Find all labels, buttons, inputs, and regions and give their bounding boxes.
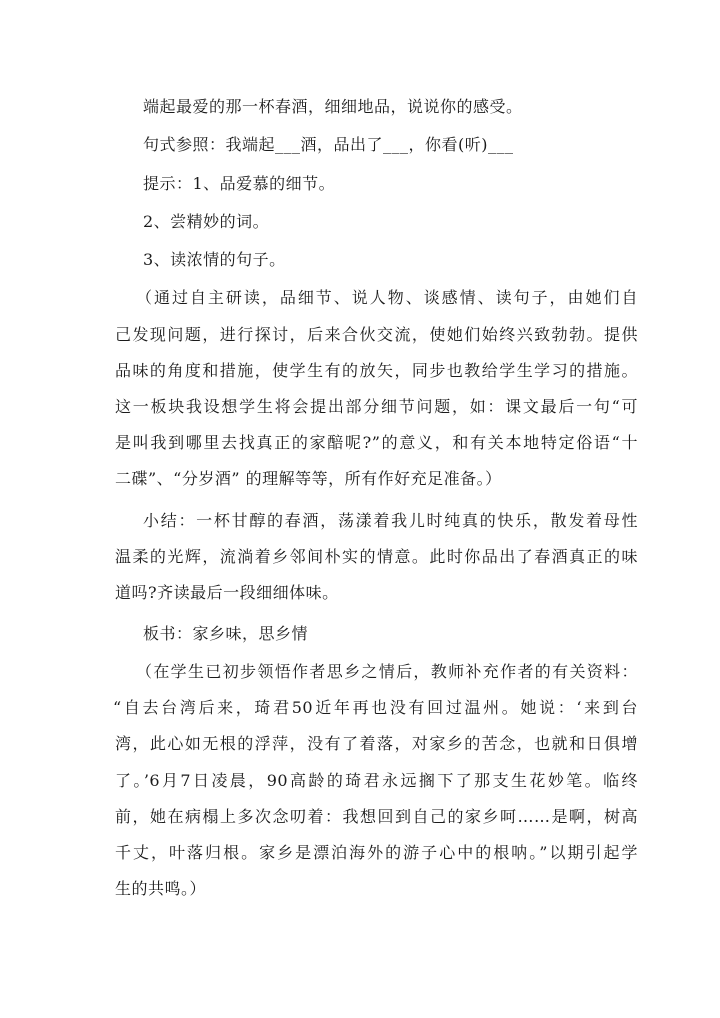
- line-19: 了。’6月7日凌晨，90高龄的琦君永远搁下了那支生花妙笔。临终: [115, 771, 638, 790]
- line-3: 提示：1、品爱慕的细节。: [143, 174, 336, 193]
- line-7: 己发现问题，进行探讨，后来合伙交流，使她们始终兴致勃勃。提供: [115, 325, 638, 344]
- line-11: 二碟”、“分岁酒” 的理解等等，所有作好充足准备。）: [115, 469, 502, 488]
- line-15: 板书：家乡味，思乡情: [143, 624, 309, 643]
- line-13: 温柔的光辉，流淌着乡邻间朴实的情意。此时你品出了春酒真正的味: [115, 547, 638, 566]
- line-9: 这一板块我设想学生将会提出部分细节问题，如：课文最后一句“可: [115, 397, 638, 416]
- line-22: 生的共鸣。）: [115, 879, 207, 898]
- line-20: 前，她在病榻上多次念叨着：我想回到自己的家乡呵……是啊，树高: [115, 807, 638, 826]
- line-18: 湾，此心如无根的浮萍，没有了着落，对家乡的苦念，也就和日俱增: [115, 734, 638, 753]
- line-5: 3、读浓情的句子。: [143, 250, 286, 269]
- line-4: 2、尝精妙的词。: [143, 212, 270, 231]
- line-21: 千丈，叶落归根。家乡是漂泊海外的游子心中的根呐。”以期引起学: [115, 843, 638, 862]
- line-16: （在学生已初步领悟作者思乡之情后，教师补充作者的有关资料：: [136, 662, 638, 681]
- line-17: “自去台湾后来，琦君50近年再也没有回过温州。她说：‘来到台: [113, 698, 638, 717]
- line-10: 是叫我到哪里去找真正的家醅呢?”的意义，和有关本地特定俗语“十: [115, 433, 638, 452]
- line-12: 小结：一杯甘醇的春酒，荡漾着我儿时纯真的快乐，散发着母性: [143, 511, 638, 530]
- line-14: 道吗?齐读最后一段细细体味。: [115, 583, 339, 602]
- line-8: 品味的角度和措施，使学生有的放矢，同步也教给学生学习的措施。: [115, 361, 638, 380]
- line-1: 端起最爱的那一杯春酒，细细地品，说说你的感受。: [143, 97, 523, 116]
- line-2: 句式参照：我端起___酒，品出了___，你看(听)___: [143, 135, 514, 154]
- line-6: （通过自主研读，品细节、说人物、谈感情、读句子，由她们自: [136, 288, 638, 307]
